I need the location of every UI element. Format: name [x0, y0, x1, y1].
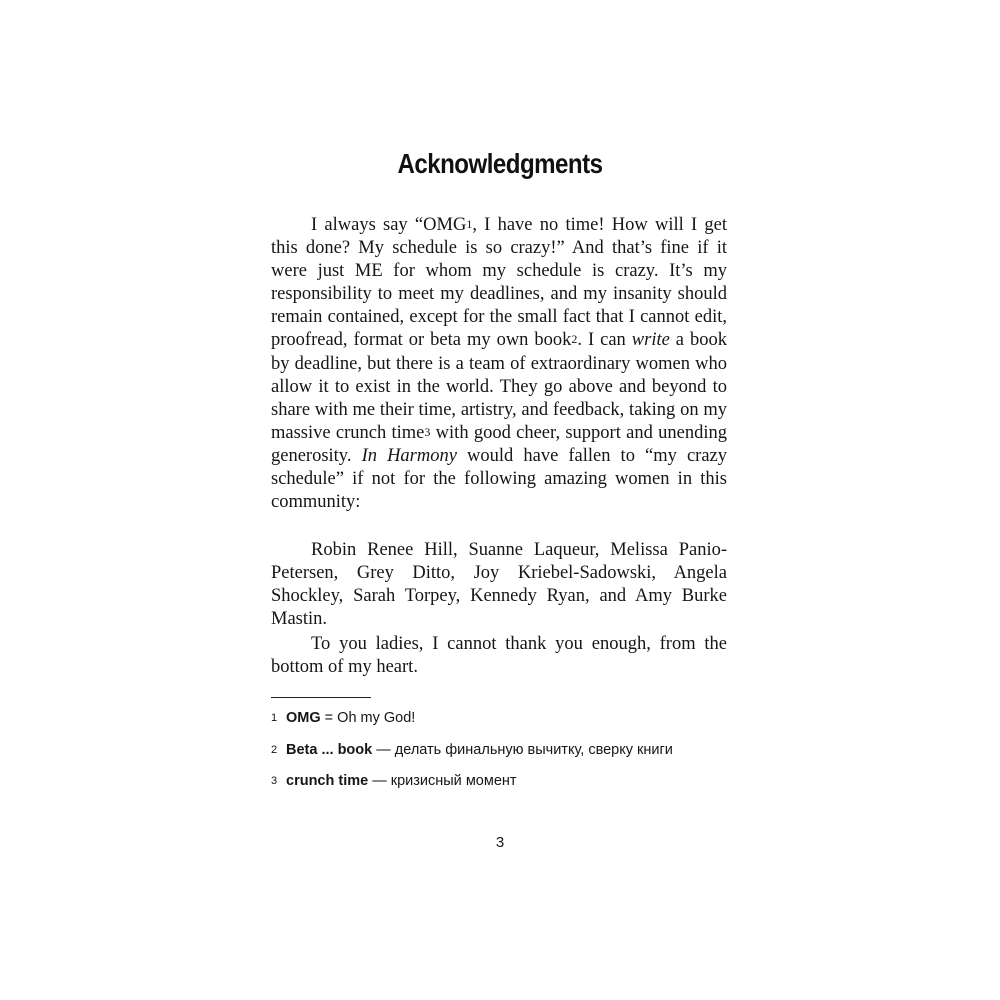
footnote-1 [271, 709, 731, 727]
footnote-number: 3 [271, 775, 278, 787]
paragraph-intro-text-3: . I can [577, 330, 632, 351]
footnote-ref-2: 2 [571, 332, 578, 347]
footnote-separator: — [372, 742, 395, 758]
footnote-term: OMG [286, 710, 321, 726]
paragraph-thanks: To you ladies, I cannot thank you enough, from the bottom of my heart. [271, 634, 727, 678]
footnote-term: crunch time [286, 773, 369, 789]
footnote-term: Beta ... book [286, 742, 373, 758]
footnote-3 [271, 772, 731, 790]
footnote-divider [271, 697, 371, 698]
book-title-in-harmony: In Harmony [361, 445, 457, 466]
footnote-definition: кризисный момент [390, 773, 517, 789]
paragraph-names: Robin Renee Hill, Suanne Laqueur, Melissa Panio-Petersen, Grey Ditto, Joy Kriebel-Sadowski, Angela Shockley, Sarah Torpey, Kennedy Ryan, and Amy Burke Mastin. [271, 540, 727, 630]
footnote-ref-1: 1 [466, 217, 473, 231]
page-number: 3 [495, 834, 505, 851]
footnote-ref-3: 3 [424, 424, 431, 439]
paragraph-intro-text-6: would have fallen to “my crazy schedule” if not for the following amazing women in this community: [271, 445, 727, 513]
paragraph-intro [271, 214, 727, 514]
paragraph-intro-text-5: with good cheer, support and unending generosity. [271, 422, 727, 466]
paragraph-intro-text-2: , I have no time! How will I get this done? My schedule is so crazy!” And that’s fine if it were just ME for whom my schedule is crazy. It’s my responsibility to meet my deadlines, and my insanity should remain contained, except for the small fact that I cannot edit, proofread, format or beta my own book [271, 215, 728, 351]
emphasis-write: write [631, 330, 670, 351]
footnote-definition: Oh my God! [337, 710, 416, 726]
footnote-number: 2 [271, 744, 278, 756]
footnote-2 [271, 741, 731, 759]
footnote-separator: = [320, 710, 338, 726]
footnote-separator: — [368, 773, 391, 789]
paragraph-intro-text-4: a book by deadline, but there is a team of extraordinary women who allow it to exist in the world. They go above and beyond to share with me their time, artistry, and feedback, taking on my massive crunch time [271, 330, 727, 443]
paragraph-intro-text-1: I always say “OMG [311, 215, 467, 235]
page-title: Acknowledgments [397, 148, 603, 179]
footnote-number: 1 [271, 712, 278, 724]
footnote-definition: делать финальную вычитку, сверку книги [394, 742, 673, 758]
